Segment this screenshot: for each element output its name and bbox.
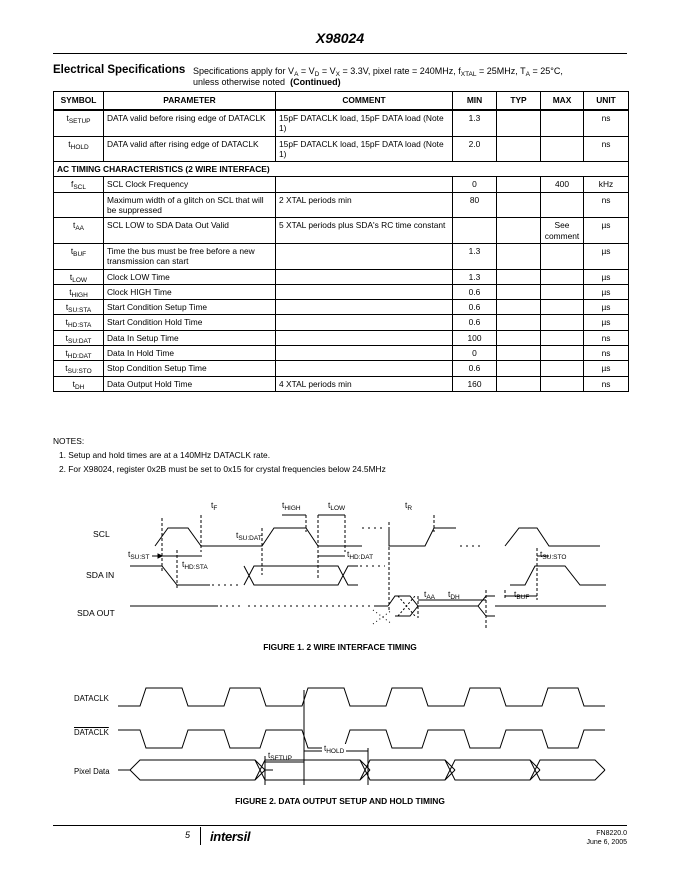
cell-typ (497, 269, 541, 284)
label-thdsta: $t_{HD:STA}$ (182, 559, 208, 571)
cell-unit: ns (584, 192, 629, 218)
cell-max: See comment (541, 218, 584, 244)
cell-unit: ns (584, 110, 629, 136)
cell-parameter: DATA valid before rising edge of DATACLK (104, 110, 276, 136)
figure-2-caption: FIGURE 2. DATA OUTPUT SETUP AND HOLD TIMING (235, 796, 445, 806)
cell-unit: µs (584, 218, 629, 244)
cell-symbol: $t_{SU:STO}$ (54, 361, 104, 376)
document-title: X98024 (315, 30, 365, 46)
cell-parameter: Stop Condition Setup Time (104, 361, 276, 376)
cell-min: 0.6 (453, 300, 497, 315)
scl-waveform-2 (389, 528, 456, 546)
cell-min: 0.6 (453, 315, 497, 330)
cell-min: 0 (453, 177, 497, 192)
label-tbuf: $t_{BUF}$ (514, 589, 530, 601)
dataclk-waveform (118, 688, 605, 706)
table-row (54, 243, 629, 269)
cell-typ (497, 376, 541, 391)
cell-unit: kHz (584, 177, 629, 192)
table-row (54, 376, 629, 391)
cell-comment: 5 XTAL periods plus SDA's RC time constant (276, 218, 453, 244)
label-thddat: $t_{HD:DAT}$ (347, 549, 374, 561)
cell-typ (497, 300, 541, 315)
header-typ: TYP (497, 92, 541, 111)
cell-max (541, 330, 584, 345)
section-conditions: Specifications apply for $V_A = V_D = V_X = 3.3V$, pixel rate = 240MHz, $f_{XTAL} = 25MHz$, $T_A = 25^\circ C$, unless otherwise noted (Continued) (193, 66, 563, 87)
cell-min: 80 (453, 192, 497, 218)
cell-symbol: $t_{DH}$ (54, 376, 104, 391)
note-2: 2. For X98024, register 0x2B must be set to 0x15 for crystal frequencies below 24.5MHz (59, 464, 386, 474)
cell-parameter: SCL Clock Frequency (104, 177, 276, 192)
table-row (54, 177, 629, 192)
cell-comment (276, 315, 453, 330)
cell-min: 1.3 (453, 243, 497, 269)
cell-max (541, 346, 584, 361)
cell-unit: µs (584, 284, 629, 299)
table-row (54, 300, 629, 315)
scl-waveform-3 (505, 528, 600, 546)
cell-symbol (54, 192, 104, 218)
header-symbol: SYMBOL (54, 92, 104, 111)
cell-parameter: Data In Setup Time (104, 330, 276, 345)
table-row (54, 218, 629, 244)
cell-symbol: $t_{SU:STA}$ (54, 300, 104, 315)
cell-comment (276, 177, 453, 192)
cell-symbol: $t_{SU:DAT}$ (54, 330, 104, 345)
cell-unit: µs (584, 300, 629, 315)
figure-1-caption: FIGURE 1. 2 WIRE INTERFACE TIMING (263, 642, 417, 652)
sda-out-bus-bot (395, 606, 418, 616)
cell-max (541, 136, 584, 162)
signal-dataclk: DATACLK (74, 694, 109, 703)
cell-min: 1.3 (453, 269, 497, 284)
cell-typ (497, 315, 541, 330)
cell-parameter: Start Condition Setup Time (104, 300, 276, 315)
signal-sda-out: SDA OUT (77, 608, 115, 618)
cell-symbol: $t_{BUF}$ (54, 243, 104, 269)
cell-min: 1.3 (453, 110, 497, 136)
label-tsetup: $t_{SETUP}$ (268, 751, 292, 762)
signal-scl: SCL (93, 529, 110, 539)
cell-comment (276, 300, 453, 315)
cell-typ (497, 218, 541, 244)
cell-typ (497, 110, 541, 136)
header-min: MIN (453, 92, 497, 111)
cell-comment: 2 XTAL periods min (276, 192, 453, 218)
header-rule (53, 53, 627, 54)
cell-symbol: $t_{HIGH}$ (54, 284, 104, 299)
cell-unit: ns (584, 136, 629, 162)
table-row (54, 110, 629, 136)
signal-dataclk-n: DATACLK (74, 728, 109, 737)
cell-min: 2.0 (453, 136, 497, 162)
cell-max (541, 315, 584, 330)
signal-pixel-data: Pixel Data (74, 767, 110, 776)
table-row (54, 136, 629, 162)
label-tsudat: $t_{SU:DAT}$ (236, 530, 262, 542)
cell-comment: 15pF DATACLK load, 15pF DATA load (Note 1) (276, 136, 453, 162)
cell-max (541, 300, 584, 315)
cell-parameter: SCL LOW to SDA Data Out Valid (104, 218, 276, 244)
cell-parameter: Clock LOW Time (104, 269, 276, 284)
cell-min: 100 (453, 330, 497, 345)
table-header-row (54, 92, 629, 111)
intersil-logo: intersil (210, 829, 251, 844)
header-comment: COMMENT (276, 92, 453, 111)
header-parameter: PARAMETER (104, 92, 276, 111)
footer-rule (53, 825, 627, 826)
label-tsusta: $t_{SU:ST}$ (128, 549, 150, 561)
cell-unit: µs (584, 315, 629, 330)
cell-max (541, 284, 584, 299)
pixel-bus-top (118, 760, 273, 770)
label-tr: $t_R$ (405, 500, 413, 512)
cell-symbol: $t_{AA}$ (54, 218, 104, 244)
table-row (54, 330, 629, 345)
cell-typ (497, 177, 541, 192)
page-number: 5 (185, 830, 191, 840)
cell-symbol: $t_{HD:STA}$ (54, 315, 104, 330)
cell-typ (497, 136, 541, 162)
sda-in-bus-1 (244, 566, 358, 585)
cell-comment (276, 361, 453, 376)
cell-parameter: Time the bus must be free before a new transmission can start (104, 243, 276, 269)
spec-table (53, 91, 629, 392)
header-unit: UNIT (584, 92, 629, 111)
cell-parameter: Data Output Hold Time (104, 376, 276, 391)
cell-typ (497, 330, 541, 345)
label-thigh: $t_{HIGH}$ (282, 500, 301, 512)
sda-in-waveform-3 (510, 566, 606, 585)
cell-min (453, 218, 497, 244)
cell-unit: ns (584, 346, 629, 361)
cell-typ (497, 192, 541, 218)
cell-unit: ns (584, 330, 629, 345)
cell-min: 0.6 (453, 284, 497, 299)
cell-typ (497, 284, 541, 299)
cell-typ (497, 361, 541, 376)
cell-comment (276, 330, 453, 345)
cell-parameter: Data In Hold Time (104, 346, 276, 361)
document-number: FN8220.0 June 6, 2005 (586, 830, 627, 846)
cell-max (541, 269, 584, 284)
cell-comment (276, 346, 453, 361)
label-tlow: $t_{LOW}$ (328, 500, 346, 512)
cell-max (541, 243, 584, 269)
cell-comment (276, 284, 453, 299)
cell-comment: 15pF DATACLK load, 15pF DATA load (Note 1) (276, 110, 453, 136)
cell-symbol: $t_{HD:DAT}$ (54, 346, 104, 361)
cell-parameter: Start Condition Hold Time (104, 315, 276, 330)
cell-max (541, 376, 584, 391)
sda-out-bus-top (388, 596, 495, 606)
table-row (54, 192, 629, 218)
label-tsusto: $t_{SU:STO}$ (540, 549, 567, 561)
cell-min: 0 (453, 346, 497, 361)
table-row (54, 315, 629, 330)
section-title: Electrical Specifications (53, 64, 186, 76)
note-1: 1. Setup and hold times are at a 140MHz DATACLK rate. (59, 450, 271, 460)
table-row (54, 361, 629, 376)
pixel-bus-bot (118, 770, 265, 780)
cell-parameter: DATA valid after rising edge of DATACLK (104, 136, 276, 162)
table-row (54, 284, 629, 299)
footer-divider (200, 827, 201, 845)
label-tdh: $t_{DH}$ (448, 589, 460, 601)
label-thold: $t_{HOLD}$ (324, 744, 345, 755)
cell-max (541, 361, 584, 376)
notes-title: NOTES: (53, 436, 85, 446)
cell-unit: µs (584, 243, 629, 269)
sda-in-bus-2 (244, 566, 358, 585)
cell-comment: 4 XTAL periods min (276, 376, 453, 391)
dataclk-n-waveform (118, 730, 605, 748)
cell-symbol: $t_{HOLD}$ (54, 136, 104, 162)
cell-parameter: Clock HIGH Time (104, 284, 276, 299)
table-row (54, 269, 629, 284)
cell-comment (276, 269, 453, 284)
label-taa: $t_{AA}$ (424, 589, 435, 601)
cell-unit: µs (584, 269, 629, 284)
cell-typ (497, 346, 541, 361)
cell-min: 0.6 (453, 361, 497, 376)
table-row (54, 346, 629, 361)
cell-max: 400 (541, 177, 584, 192)
cell-unit: ns (584, 376, 629, 391)
cell-symbol: $t_{SETUP}$ (54, 110, 104, 136)
cell-unit: µs (584, 361, 629, 376)
signal-sda-in: SDA IN (86, 570, 115, 580)
cell-max (541, 110, 584, 136)
cell-min: 160 (453, 376, 497, 391)
cell-comment (276, 243, 453, 269)
cell-typ (497, 243, 541, 269)
table-section-row: AC TIMING CHARACTERISTICS (2 WIRE INTERFACE) (54, 162, 629, 177)
header-max: MAX (541, 92, 584, 111)
cell-parameter: Maximum width of a glitch on SCL that will be suppressed (104, 192, 276, 218)
cell-max (541, 192, 584, 218)
cell-symbol: $f_{SCL}$ (54, 177, 104, 192)
label-tf: $t_F$ (211, 500, 218, 512)
cell-symbol: $t_{LOW}$ (54, 269, 104, 284)
